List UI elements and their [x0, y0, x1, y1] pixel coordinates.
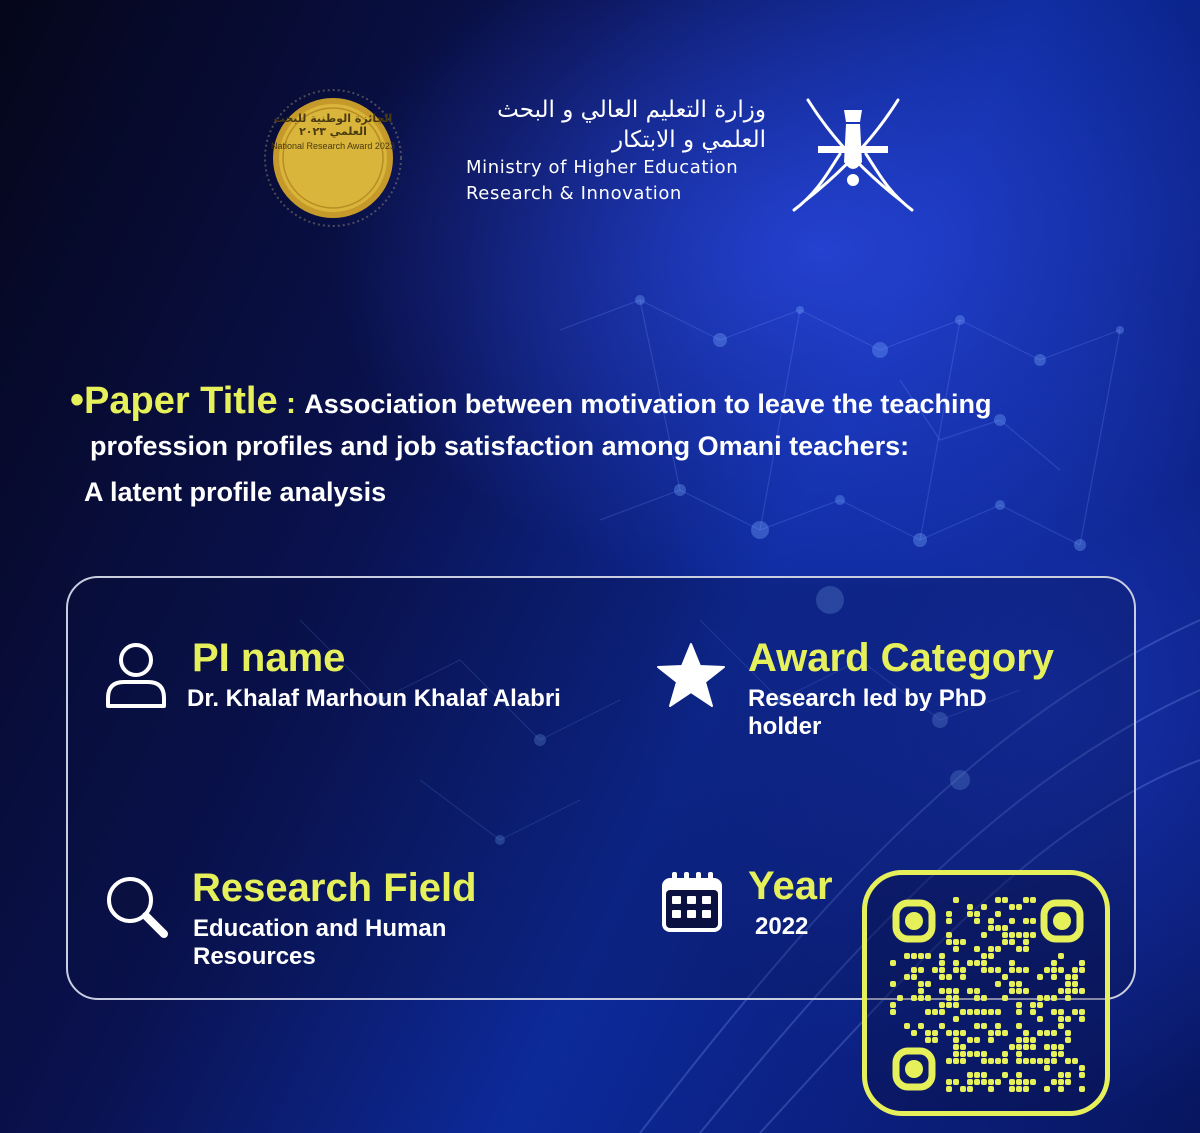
paper-title-text-line2: profession profiles and job satisfaction among Omani teachers: — [90, 431, 910, 461]
ministry-name — [466, 95, 766, 207]
award-badge-text — [263, 112, 403, 152]
paper-title-separator: : — [277, 387, 305, 420]
paper-title-label: Paper Title — [84, 380, 278, 422]
national-research-award-badge — [263, 88, 403, 228]
star-icon — [656, 642, 726, 708]
year-label: Year — [748, 864, 833, 908]
ministry-name-arabic: وزارة التعليم العالي و البحث العلمي و الابتكار — [497, 97, 766, 153]
calendar-icon — [660, 870, 724, 934]
year-value: 2022 — [755, 913, 809, 940]
paper-title-text-line3: A latent profile analysis — [84, 477, 387, 507]
pi-name-value: Dr. Khalaf Marhoun Khalaf Alabri — [187, 685, 561, 712]
ministry-name-english-line1: Ministry of Higher Education — [466, 157, 739, 178]
award-badge-english: National Research Award 2023 — [271, 141, 395, 151]
search-icon — [104, 874, 170, 940]
oman-emblem-icon — [788, 92, 918, 214]
award-badge-arabic: الجائزة الوطنية للبحث العلمي ٢٠٢٣ — [273, 112, 393, 138]
ministry-name-english-line2: Research & Innovation — [466, 183, 682, 204]
qr-code-icon[interactable] — [890, 897, 1086, 1093]
research-field-label: Research Field — [192, 866, 477, 910]
paper-title-block — [70, 378, 1180, 515]
award-category-value: Research led by PhD holder — [748, 685, 987, 740]
award-category-label: Award Category — [748, 636, 1055, 680]
pi-name-label: PI name — [192, 636, 346, 680]
paper-title-text-line1: Association between motivation to leave the teaching — [304, 389, 992, 419]
research-field-value: Education and Human Resources — [193, 915, 447, 970]
paper-title-line1 — [70, 378, 1180, 423]
user-icon — [104, 640, 168, 710]
title-bullet: • — [70, 378, 85, 422]
